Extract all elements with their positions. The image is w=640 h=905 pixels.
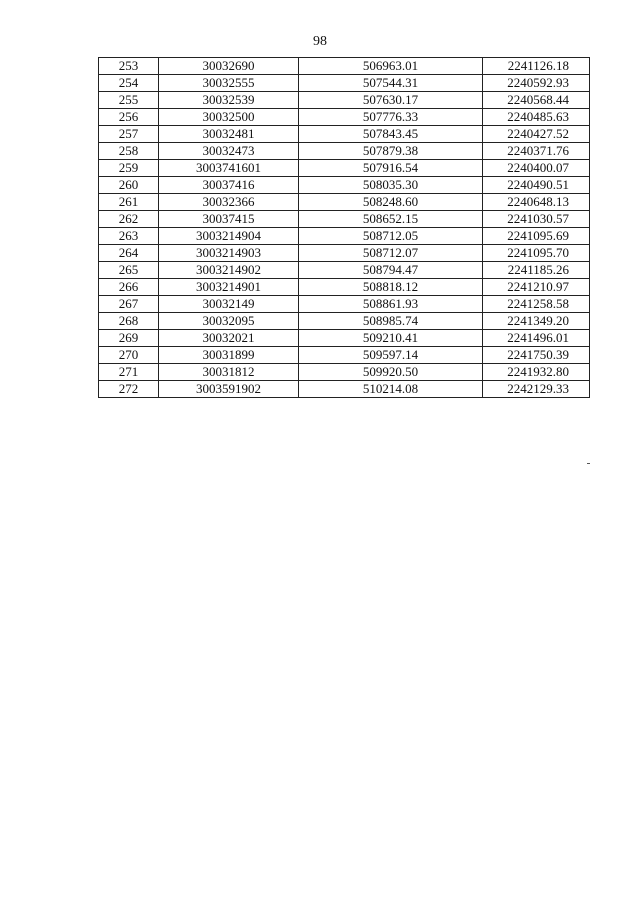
point-id-cell: 3003214902 [159,262,299,279]
row-number-cell: 262 [99,211,159,228]
table-row [99,364,590,381]
table-row [99,262,590,279]
table-row [99,296,590,313]
y-coordinate-cell: 2241126.18 [483,58,590,75]
x-coordinate-cell: 508985.74 [299,313,483,330]
table-row [99,228,590,245]
row-number-cell: 253 [99,58,159,75]
row-number-cell: 256 [99,109,159,126]
x-coordinate-cell: 508861.93 [299,296,483,313]
coordinates-table [98,57,590,398]
point-id-cell: 30037416 [159,177,299,194]
y-coordinate-cell: 2242129.33 [483,381,590,398]
x-coordinate-cell: 507776.33 [299,109,483,126]
point-id-cell: 30032555 [159,75,299,92]
x-coordinate-cell: 508818.12 [299,279,483,296]
y-coordinate-cell: 2241349.20 [483,313,590,330]
table-row [99,313,590,330]
row-number-cell: 259 [99,160,159,177]
table-row [99,177,590,194]
table-row [99,126,590,143]
row-number-cell: 261 [99,194,159,211]
table-row [99,330,590,347]
table-row [99,143,590,160]
x-coordinate-cell: 508035.30 [299,177,483,194]
table-row [99,381,590,398]
table-row [99,109,590,126]
y-coordinate-cell: 2240427.52 [483,126,590,143]
row-number-cell: 271 [99,364,159,381]
table-row [99,194,590,211]
row-number-cell: 270 [99,347,159,364]
row-number-cell: 272 [99,381,159,398]
point-id-cell: 3003214903 [159,245,299,262]
point-id-cell: 30032149 [159,296,299,313]
x-coordinate-cell: 508712.05 [299,228,483,245]
y-coordinate-cell: 2241030.57 [483,211,590,228]
point-id-cell: 30032481 [159,126,299,143]
point-id-cell: 30037415 [159,211,299,228]
x-coordinate-cell: 510214.08 [299,381,483,398]
table-row [99,245,590,262]
x-coordinate-cell: 507630.17 [299,92,483,109]
point-id-cell: 3003591902 [159,381,299,398]
y-coordinate-cell: 2241258.58 [483,296,590,313]
table-row [99,211,590,228]
point-id-cell: 30032500 [159,109,299,126]
y-coordinate-cell: 2240485.63 [483,109,590,126]
y-coordinate-cell: 2241095.70 [483,245,590,262]
x-coordinate-cell: 509597.14 [299,347,483,364]
table-row [99,279,590,296]
row-number-cell: 258 [99,143,159,160]
x-coordinate-cell: 507544.31 [299,75,483,92]
row-number-cell: 257 [99,126,159,143]
x-coordinate-cell: 508652.15 [299,211,483,228]
page-number: 98 [313,34,327,49]
row-number-cell: 266 [99,279,159,296]
y-coordinate-cell: 2240568.44 [483,92,590,109]
point-id-cell: 3003214904 [159,228,299,245]
x-coordinate-cell: 507843.45 [299,126,483,143]
point-id-cell: 30032690 [159,58,299,75]
x-coordinate-cell: 506963.01 [299,58,483,75]
point-id-cell: 30031812 [159,364,299,381]
x-coordinate-cell: 508248.60 [299,194,483,211]
row-number-cell: 269 [99,330,159,347]
table-row [99,92,590,109]
x-coordinate-cell: 508794.47 [299,262,483,279]
point-id-cell: 3003214901 [159,279,299,296]
point-id-cell: 30032473 [159,143,299,160]
x-coordinate-cell: 507879.38 [299,143,483,160]
x-coordinate-cell: 509920.50 [299,364,483,381]
table-body [99,58,590,398]
scan-mark [587,463,590,464]
point-id-cell: 30032366 [159,194,299,211]
y-coordinate-cell: 2240400.07 [483,160,590,177]
row-number-cell: 264 [99,245,159,262]
table-row [99,347,590,364]
y-coordinate-cell: 2241210.97 [483,279,590,296]
x-coordinate-cell: 509210.41 [299,330,483,347]
y-coordinate-cell: 2241095.69 [483,228,590,245]
row-number-cell: 260 [99,177,159,194]
x-coordinate-cell: 508712.07 [299,245,483,262]
y-coordinate-cell: 2240490.51 [483,177,590,194]
y-coordinate-cell: 2241496.01 [483,330,590,347]
point-id-cell: 3003741601 [159,160,299,177]
table-row [99,75,590,92]
row-number-cell: 254 [99,75,159,92]
row-number-cell: 268 [99,313,159,330]
y-coordinate-cell: 2241932.80 [483,364,590,381]
point-id-cell: 30032095 [159,313,299,330]
table-row [99,160,590,177]
row-number-cell: 255 [99,92,159,109]
y-coordinate-cell: 2241750.39 [483,347,590,364]
point-id-cell: 30032539 [159,92,299,109]
y-coordinate-cell: 2241185.26 [483,262,590,279]
point-id-cell: 30032021 [159,330,299,347]
row-number-cell: 267 [99,296,159,313]
y-coordinate-cell: 2240648.13 [483,194,590,211]
table-row [99,58,590,75]
y-coordinate-cell: 2240592.93 [483,75,590,92]
y-coordinate-cell: 2240371.76 [483,143,590,160]
row-number-cell: 263 [99,228,159,245]
x-coordinate-cell: 507916.54 [299,160,483,177]
row-number-cell: 265 [99,262,159,279]
point-id-cell: 30031899 [159,347,299,364]
